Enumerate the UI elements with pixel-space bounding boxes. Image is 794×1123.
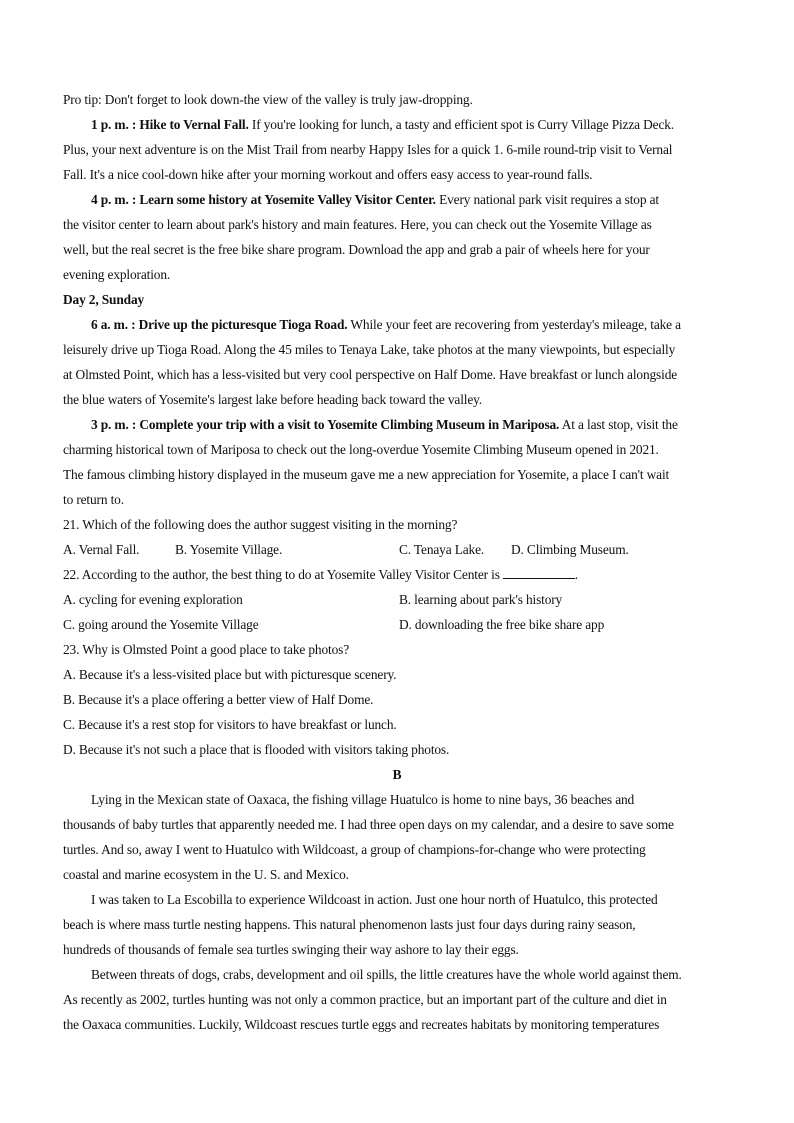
text-line: As recently as 2002, turtles hunting was not only a common practice, but an important part of the culture and diet in [63,992,667,1007]
text-line: to return to. [63,492,124,507]
paragraph-tioga-road: 6 a. m. : Drive up the picturesque Tioga Road. While your feet are recovering from yesterday's mileage, take a [91,317,681,332]
paragraph-text-line: I was taken to La Escobilla to experience Wildcoast in action. Just one hour north of Huatulco, this protected [91,892,658,907]
text-line: beach is where mass turtle nesting happens. This natural phenomenon lasts just four days during rainy season, [63,917,636,932]
time-heading: 3 p. m. : Complete your trip with a visit to Yosemite Climbing Museum in Mariposa. [91,417,560,432]
pro-tip: Pro tip: Don't forget to look down-the view of the valley is truly jaw-dropping. [63,92,473,107]
text-line: the visitor center to learn about park's history and main features. Here, you can check out the Yosemite Village as [63,217,652,232]
text-line: turtles. And so, away I went to Huatulco with Wildcoast, a group of champions-for-change who were protecting [63,842,646,857]
time-heading: 1 p. m. : Hike to Vernal Fall. [91,117,249,132]
text-line: The famous climbing history displayed in the museum gave me a new appreciation for Yosemite, a place I can't wait [63,467,670,482]
question-22-options-row2 [63,612,731,637]
question-22-options-row1 [63,587,731,612]
option-c[interactable]: C. Tenaya Lake. [399,542,485,557]
text-line: at Olmsted Point, which has a less-visited but very cool perspective on Half Dome. Have breakfast or lunch alongside [63,367,678,382]
option-d[interactable]: D. Climbing Museum. [511,542,629,557]
text-line: the blue waters of Yosemite's largest lake before heading back toward the valley. [63,392,482,407]
answer-blank [503,563,575,579]
text-line: leisurely drive up Tioga Road. Along the 45 miles to Tenaya Lake, take photos at the many viewpoints, but especially [63,342,676,357]
question-21-options [63,537,731,562]
option-c[interactable]: C. Because it's a rest stop for visitors to have breakfast or lunch. [63,717,397,732]
option-b[interactable]: B. learning about park's history [399,592,563,607]
time-heading: 4 p. m. : Learn some history at Yosemite Valley Visitor Center. [91,192,436,207]
paragraph-text-line: Lying in the Mexican state of Oaxaca, the fishing village Huatulco is home to nine bays, 36 beaches and [91,792,635,807]
option-a[interactable]: A. cycling for evening exploration [63,592,243,607]
text-line: Plus, your next adventure is on the Mist Trail from nearby Happy Isles for a quick 1. 6-mile round-trip visit to Vernal [63,142,673,157]
option-a[interactable]: A. Vernal Fall. [63,542,140,557]
time-heading: 6 a. m. : Drive up the picturesque Tioga Road. [91,317,348,332]
text-line: charming historical town of Mariposa to check out the long-overdue Yosemite Climbing Museum opened in 2021. [63,442,659,457]
paragraph-vernal-fall: 1 p. m. : Hike to Vernal Fall. If you're looking for lunch, a tasty and efficient spot is Curry Village Pizza Deck. [91,117,674,132]
text-line: coastal and marine ecosystem in the U. S. and Mexico. [63,867,349,882]
text-line: the Oaxaca communities. Luckily, Wildcoast rescues turtle eggs and recreates habitats by monitoring temperatures [63,1017,660,1032]
text-line: thousands of baby turtles that apparently needed me. I had three open days on my calendar, and a desire to save some [63,817,674,832]
paragraph-text-line: Between threats of dogs, crabs, development and oil spills, the little creatures have the whole world against them. [91,967,682,982]
option-c[interactable]: C. going around the Yosemite Village [63,617,259,632]
text-line: evening exploration. [63,267,171,282]
option-b[interactable]: B. Because it's a place offering a better view of Half Dome. [63,692,374,707]
text-line: hundreds of thousands of female sea turtles swinging their way ashore to lay their eggs. [63,942,519,957]
question-23-stem: 23. Why is Olmsted Point a good place to take photos? [63,642,349,657]
text-line: Fall. It's a nice cool-down hike after your morning workout and offers easy access to year-round falls. [63,167,593,182]
option-d[interactable]: D. Because it's not such a place that is flooded with visitors taking photos. [63,742,450,757]
paragraph-visitor-center: 4 p. m. : Learn some history at Yosemite Valley Visitor Center. Every national park visit requires a stop at [91,192,659,207]
day-heading: Day 2, Sunday [63,292,145,307]
section-b-heading: B [392,767,402,782]
text-line: well, but the real secret is the free bike share program. Download the app and grab a pair of wheels here for your [63,242,650,257]
question-22-stem: 22. According to the author, the best thing to do at Yosemite Valley Visitor Center is . [63,562,731,587]
option-a[interactable]: A. Because it's a less-visited place but with picturesque scenery. [63,667,397,682]
paragraph-climbing-museum: 3 p. m. : Complete your trip with a visit to Yosemite Climbing Museum in Mariposa. At a last stop, visit the [91,417,678,432]
question-21-stem: 21. Which of the following does the author suggest visiting in the morning? [63,517,458,532]
document-page [63,87,731,1037]
option-d[interactable]: D. downloading the free bike share app [399,617,605,632]
option-b[interactable]: B. Yosemite Village. [175,542,283,557]
